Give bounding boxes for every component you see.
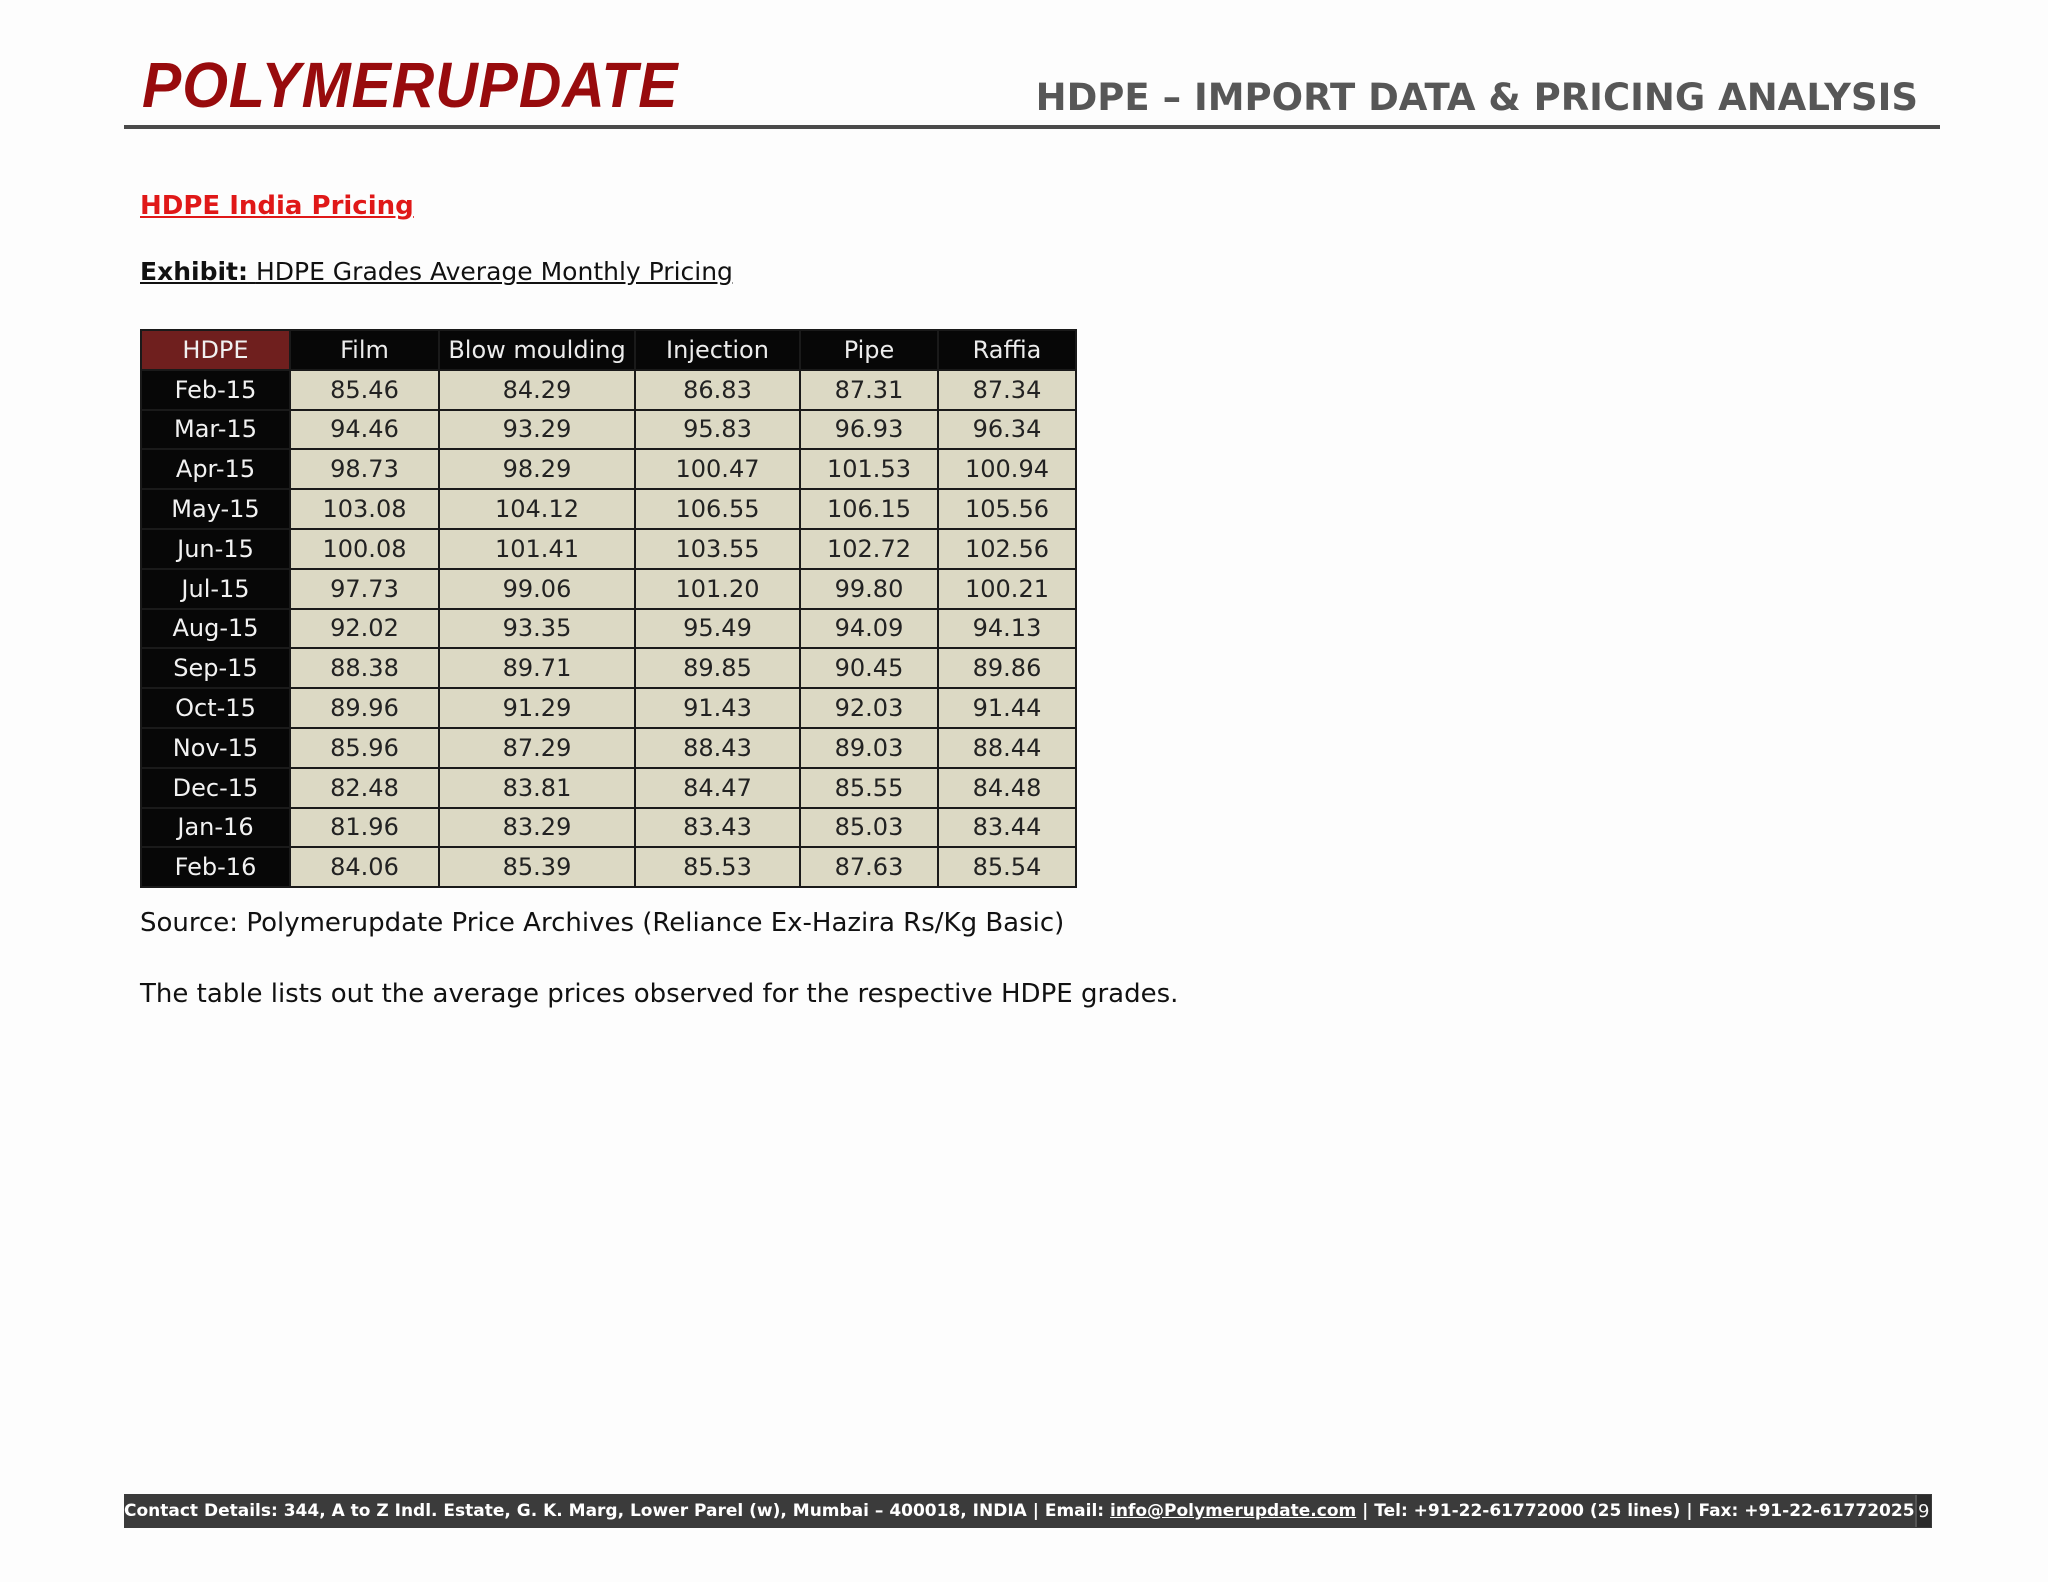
price-cell: 85.54 (938, 847, 1076, 887)
price-cell: 89.85 (635, 648, 800, 688)
footer-contact-details (124, 1501, 1915, 1521)
price-cell: 87.34 (938, 370, 1076, 410)
price-cell: 99.06 (439, 569, 635, 609)
price-cell: 88.38 (290, 648, 439, 688)
price-cell: 89.71 (439, 648, 635, 688)
price-cell: 106.15 (800, 489, 938, 529)
price-cell: 91.43 (635, 688, 800, 728)
price-cell: 87.63 (800, 847, 938, 887)
row-month-cell: Jun-15 (141, 529, 290, 569)
price-cell: 94.46 (290, 410, 439, 450)
price-cell: 96.34 (938, 410, 1076, 450)
price-cell: 90.45 (800, 648, 938, 688)
row-month-cell: Dec-15 (141, 768, 290, 808)
price-cell: 92.03 (800, 688, 938, 728)
price-cell: 102.56 (938, 529, 1076, 569)
column-header-hdpe: HDPE (141, 330, 290, 370)
price-cell: 85.46 (290, 370, 439, 410)
table-row (141, 569, 1076, 609)
row-month-cell: Feb-16 (141, 847, 290, 887)
exhibit-title: HDPE Grades Average Monthly Pricing (255, 257, 733, 286)
price-cell: 104.12 (439, 489, 635, 529)
source-note: Source: Polymerupdate Price Archives (Reliance Ex-Hazira Rs/Kg Basic) (140, 908, 1065, 938)
price-cell: 93.29 (439, 410, 635, 450)
price-cell: 100.21 (938, 569, 1076, 609)
price-cell: 100.94 (938, 449, 1076, 489)
price-cell: 94.09 (800, 609, 938, 649)
price-cell: 103.55 (635, 529, 800, 569)
price-cell: 85.55 (800, 768, 938, 808)
price-cell: 100.47 (635, 449, 800, 489)
table-row (141, 410, 1076, 450)
table-row (141, 768, 1076, 808)
section-heading: HDPE India Pricing (140, 191, 414, 221)
price-cell: 85.53 (635, 847, 800, 887)
row-month-cell: Aug-15 (141, 609, 290, 649)
price-cell: 83.29 (439, 808, 635, 848)
table-row (141, 489, 1076, 529)
column-header-film: Film (290, 330, 439, 370)
table-body (141, 370, 1076, 887)
row-month-cell: Feb-15 (141, 370, 290, 410)
column-header-pipe: Pipe (800, 330, 938, 370)
footer-email-link[interactable]: info@Polymerupdate.com (1110, 1501, 1357, 1521)
price-cell: 95.49 (635, 609, 800, 649)
table-header-row (141, 330, 1076, 370)
table-row (141, 609, 1076, 649)
price-cell: 98.29 (439, 449, 635, 489)
price-cell: 85.39 (439, 847, 635, 887)
price-cell: 98.73 (290, 449, 439, 489)
row-month-cell: Oct-15 (141, 688, 290, 728)
price-cell: 102.72 (800, 529, 938, 569)
price-cell: 101.20 (635, 569, 800, 609)
row-month-cell: May-15 (141, 489, 290, 529)
price-cell: 88.43 (635, 728, 800, 768)
table-description: The table lists out the average prices observed for the respective HDPE grades. (140, 979, 1179, 1009)
page-number: 9 (1915, 1495, 1931, 1527)
row-month-cell: Mar-15 (141, 410, 290, 450)
price-cell: 87.31 (800, 370, 938, 410)
price-cell: 101.41 (439, 529, 635, 569)
footer-address: Contact Details: 344, A to Z Indl. Estate, G. K. Marg, Lower Parel (w), Mumbai – 400018, INDIA | Email: (124, 1501, 1111, 1521)
price-cell: 84.48 (938, 768, 1076, 808)
table-row (141, 529, 1076, 569)
row-month-cell: Sep-15 (141, 648, 290, 688)
price-cell: 88.44 (938, 728, 1076, 768)
price-cell: 92.02 (290, 609, 439, 649)
price-cell: 84.29 (439, 370, 635, 410)
polymerupdate-logo: POLYMERUPDATE (142, 49, 679, 121)
price-cell: 85.03 (800, 808, 938, 848)
price-cell: 87.29 (439, 728, 635, 768)
price-cell: 97.73 (290, 569, 439, 609)
price-cell: 83.43 (635, 808, 800, 848)
price-cell: 95.83 (635, 410, 800, 450)
price-cell: 105.56 (938, 489, 1076, 529)
column-header-raffia: Raffia (938, 330, 1076, 370)
price-cell: 106.55 (635, 489, 800, 529)
table-row (141, 648, 1076, 688)
table-row (141, 688, 1076, 728)
row-month-cell: Nov-15 (141, 728, 290, 768)
header-divider (124, 125, 1940, 129)
table-row (141, 808, 1076, 848)
footer-bar (124, 1494, 1932, 1528)
price-cell: 89.96 (290, 688, 439, 728)
row-month-cell: Jan-16 (141, 808, 290, 848)
column-header-injection: Injection (635, 330, 800, 370)
hdpe-pricing-table (140, 329, 1077, 888)
price-cell: 82.48 (290, 768, 439, 808)
price-cell: 84.06 (290, 847, 439, 887)
price-cell: 101.53 (800, 449, 938, 489)
price-cell: 91.44 (938, 688, 1076, 728)
price-cell: 94.13 (938, 609, 1076, 649)
price-cell: 81.96 (290, 808, 439, 848)
price-cell: 83.81 (439, 768, 635, 808)
price-cell: 89.03 (800, 728, 938, 768)
price-cell: 85.96 (290, 728, 439, 768)
price-cell: 100.08 (290, 529, 439, 569)
table-row (141, 370, 1076, 410)
price-cell: 89.86 (938, 648, 1076, 688)
price-cell: 84.47 (635, 768, 800, 808)
document-title: HDPE – IMPORT DATA & PRICING ANALYSIS (1035, 76, 1918, 119)
exhibit-label: Exhibit: (140, 257, 248, 286)
table-row (141, 449, 1076, 489)
table-row (141, 847, 1076, 887)
row-month-cell: Apr-15 (141, 449, 290, 489)
price-cell: 99.80 (800, 569, 938, 609)
price-cell: 91.29 (439, 688, 635, 728)
price-cell: 83.44 (938, 808, 1076, 848)
price-cell: 86.83 (635, 370, 800, 410)
footer-phone-fax: | Tel: +91-22-61772000 (25 lines) | Fax: +91-22-61772025 (1356, 1501, 1915, 1521)
price-cell: 103.08 (290, 489, 439, 529)
table-row (141, 728, 1076, 768)
column-header-blow-moulding: Blow moulding (439, 330, 635, 370)
row-month-cell: Jul-15 (141, 569, 290, 609)
exhibit-caption (140, 257, 733, 286)
price-cell: 96.93 (800, 410, 938, 450)
price-cell: 93.35 (439, 609, 635, 649)
